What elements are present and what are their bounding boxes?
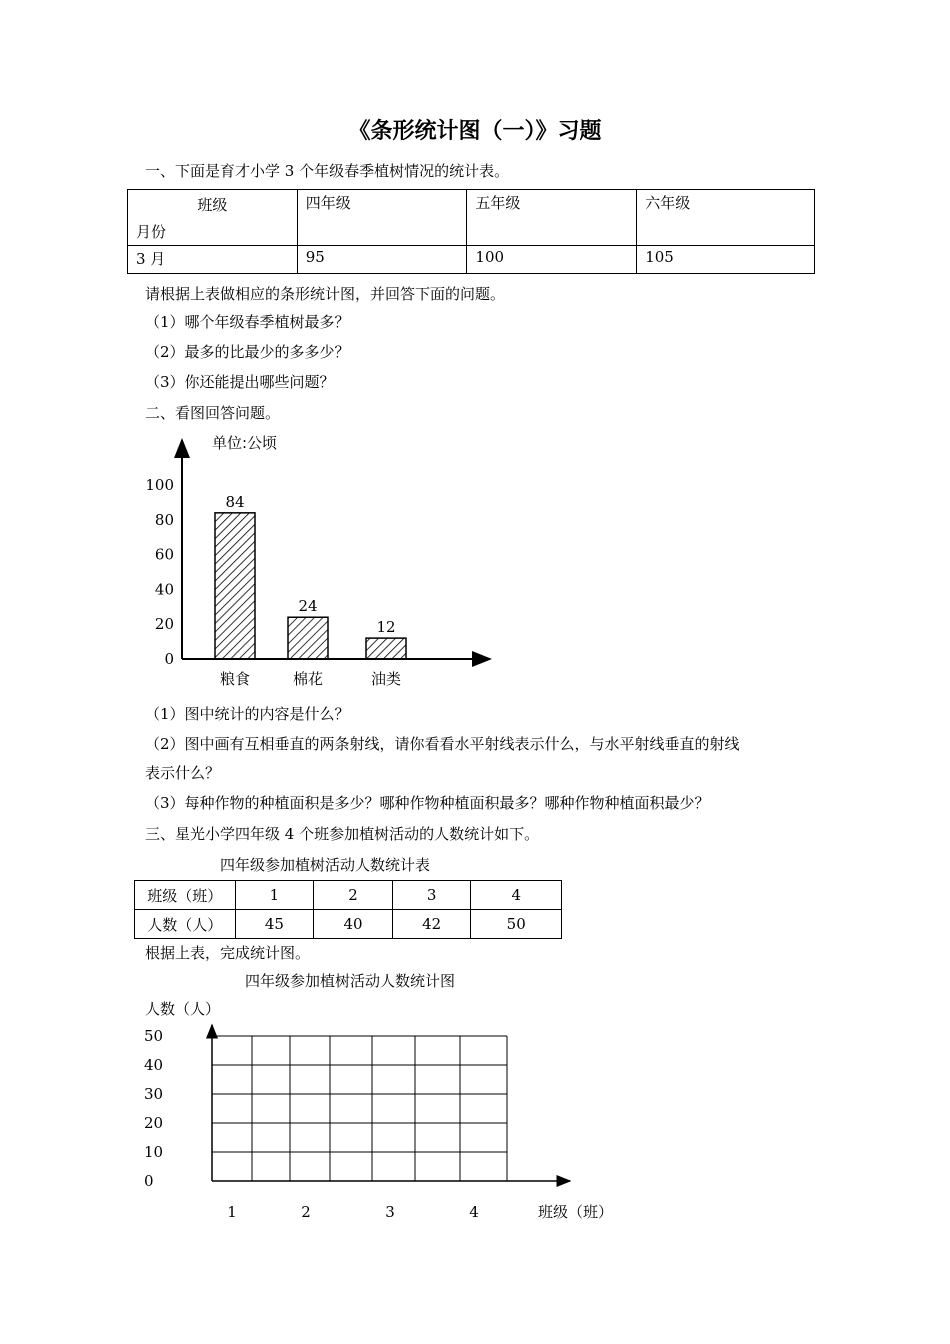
y-tick-label: 80 (154, 510, 174, 529)
table-cell: 42 (392, 910, 471, 939)
y-axis-label: 人数（人） (145, 1000, 221, 1018)
q2-question: （3）每种作物的种植面积是多少？哪种作物种植面积最多？哪种作物种植面积最少？ (145, 794, 710, 812)
y-tick-label: 20 (154, 615, 174, 634)
table-cell: 1 (235, 881, 314, 910)
y-tick-label: 60 (154, 545, 174, 564)
y-tick-label: 40 (144, 1056, 164, 1074)
q2-intro: 二、看图回答问题。 (145, 404, 281, 422)
table-row-label: 班级（班） (135, 881, 236, 910)
table-row-label: 人数（人） (135, 910, 236, 939)
x-axis-label: 班级（班） (538, 1203, 614, 1221)
table-cell: 40 (314, 910, 393, 939)
y-tick-label: 100 (145, 476, 174, 494)
y-tick-label: 40 (154, 580, 174, 599)
x-tick-label: 粮食 (219, 670, 251, 688)
bar (366, 638, 406, 659)
table-corner: 班级 月份 (128, 190, 298, 246)
table-cell: 50 (471, 910, 562, 939)
x-tick-label: 4 (469, 1203, 479, 1221)
y-tick-label: 50 (144, 1027, 164, 1045)
bar (215, 513, 255, 659)
table-cell: 2 (314, 881, 393, 910)
q2-question: （2）图中画有互相垂直的两条射线，请你看看水平射线表示什么，与水平射线垂直的射线 (145, 735, 740, 753)
q1-instruction: 请根据上表做相应的条形统计图，并回答下面的问题。 (145, 285, 506, 303)
bar (288, 617, 328, 659)
table-cell: 100 (467, 246, 637, 274)
table-header: 四年级 (297, 190, 467, 246)
q3-instruction: 根据上表，完成统计图。 (145, 944, 311, 962)
bar-value-label: 12 (376, 618, 396, 637)
unit-label: 单位:公顷 (212, 434, 278, 452)
x-tick-label: 2 (301, 1203, 311, 1221)
y-tick-label: 20 (144, 1114, 164, 1132)
table-cell: 105 (637, 246, 815, 274)
q3-table-title: 四年级参加植树活动人数统计表 (220, 856, 431, 874)
table-header: 六年级 (637, 190, 815, 246)
q2-question: 表示什么？ (145, 764, 221, 782)
y-tick-label: 30 (144, 1085, 164, 1103)
q3-intro: 三、星光小学四年级 4 个班参加植树活动的人数统计如下。 (145, 825, 540, 843)
bar-value-label: 84 (225, 492, 245, 511)
x-tick-label: 棉花 (292, 670, 324, 688)
q3-chart-title: 四年级参加植树活动人数统计图 (245, 972, 456, 990)
q1-intro: 一、下面是育才小学 3 个年级春季植树情况的统计表。 (145, 162, 510, 180)
table-header: 五年级 (467, 190, 637, 246)
blank-grid-chart (130, 995, 630, 1225)
q2-question: （1）图中统计的内容是什么？ (145, 705, 350, 723)
x-tick-label: 油类 (370, 670, 402, 688)
q1-table (127, 189, 815, 274)
table-cell: 95 (297, 246, 467, 274)
q3-table (134, 880, 562, 939)
q1-question: （1）哪个年级春季植树最多？ (145, 313, 350, 331)
x-tick-label: 3 (385, 1203, 395, 1221)
table-cell: 4 (471, 881, 562, 910)
page-title: 《条形统计图（一）》习题 (348, 119, 602, 144)
table-row-label: 3 月 (128, 246, 298, 274)
q1-question: （2）最多的比最少的多多少？ (145, 343, 350, 361)
x-tick-label: 1 (227, 1203, 237, 1221)
q1-question: （3）你还能提出哪些问题？ (145, 373, 335, 391)
y-tick-label: 10 (144, 1143, 164, 1161)
table-cell: 45 (235, 910, 314, 939)
bar-value-label: 24 (298, 597, 318, 616)
y-tick-label: 0 (164, 650, 174, 668)
table-cell: 3 (392, 881, 471, 910)
y-tick-label: 0 (144, 1172, 154, 1190)
crop-area-bar-chart (130, 428, 510, 696)
